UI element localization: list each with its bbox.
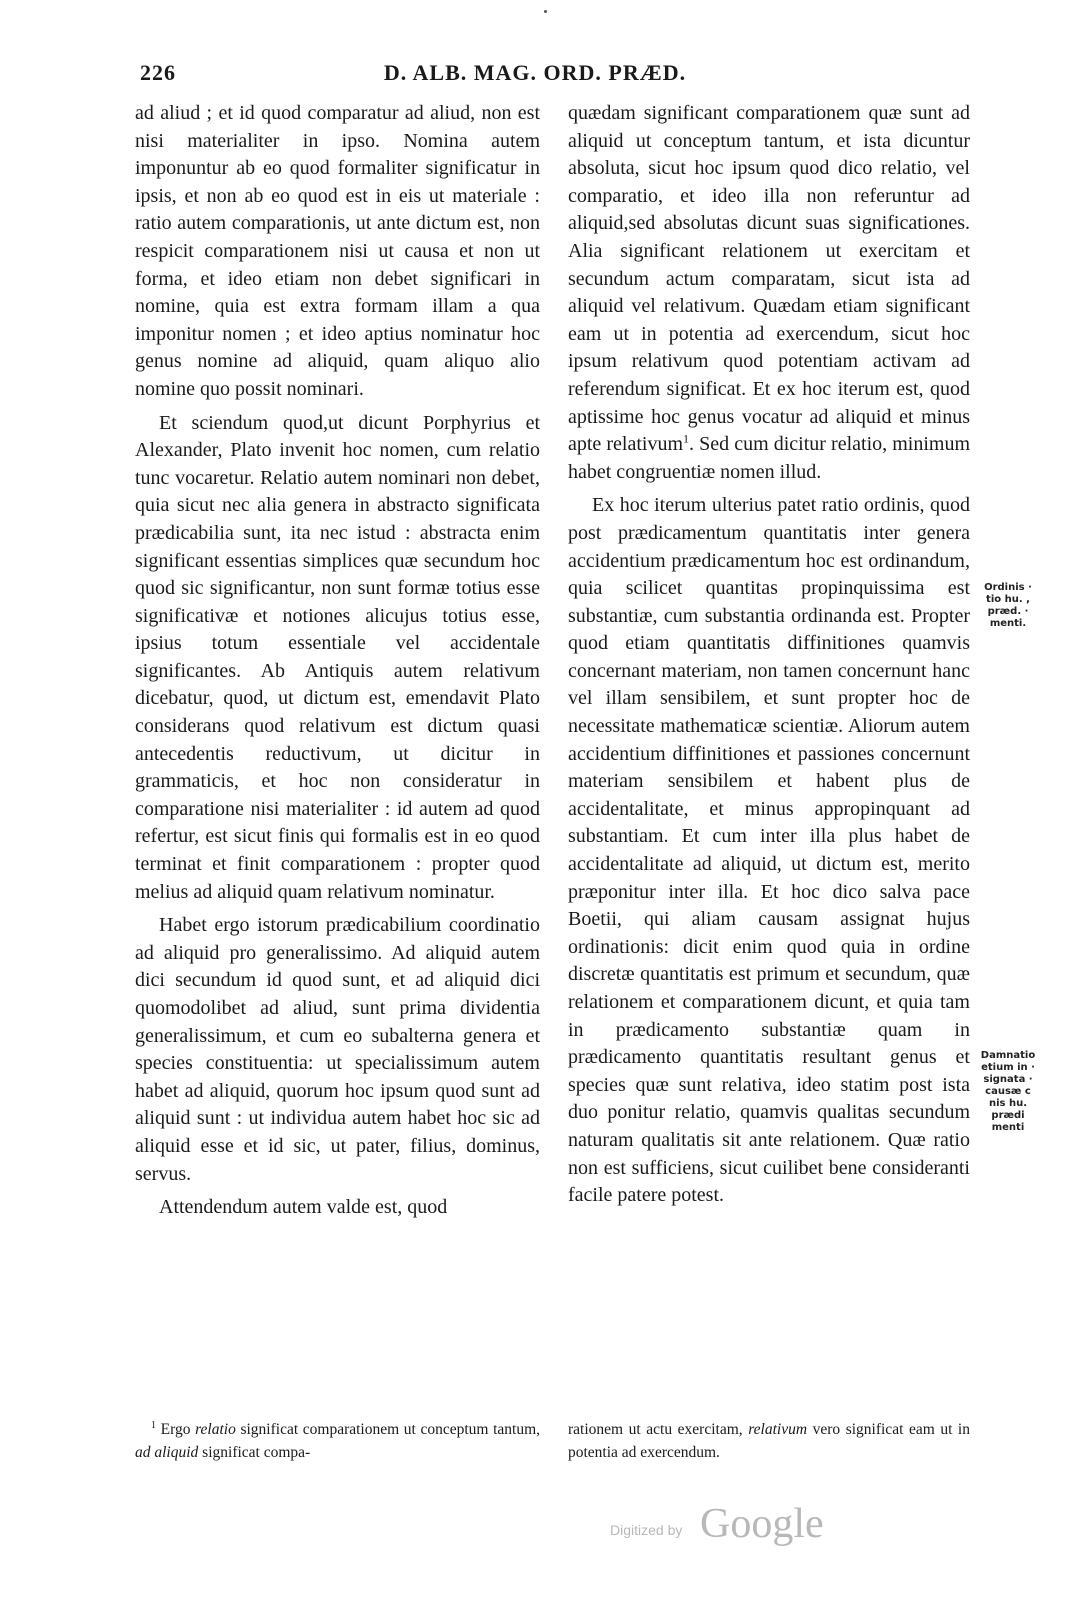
left-paragraph-3: Habet ergo istorum prædicabilium coordinatio ad aliquid pro generalissimo. Ad aliquid autem dici secundum id quod sunt, et ad aliquid dici quomodolibet ad aliud, sunt prima dividentia generalissimum, et cum eo subalterna genera et species constituentia: ut specialissimum autem habet ad aliquid, quorum hoc ipsum quod sunt ad aliquid sunt : ut individua autem habet hoc sic ad aliquid esse et id sic, ut pater, filius, dominus, servus. <box>135 914 540 1185</box>
top-dot-mark <box>544 10 547 13</box>
margin-note-line: nis hu. <box>988 1098 1028 1109</box>
margin-note-line: menti. <box>989 618 1027 629</box>
right-column <box>568 100 970 1216</box>
footnote-segment: vero significat eam ut in potentia ad exercendum. <box>568 1421 970 1461</box>
right-paragraph-1-text-b: . Sed cum dicitur relatio, minimum habet congruentiæ nomen illud. <box>568 433 970 483</box>
margin-note-damnatio <box>972 1050 1044 1134</box>
footnote-segment: significat compa- <box>198 1444 311 1461</box>
footnote-segment: Ergo <box>160 1421 196 1438</box>
footnote-segment: rationem ut actu exercitam, <box>568 1421 749 1438</box>
running-head: D. ALB. MAG. ORD. PRÆD. <box>383 60 687 85</box>
footnote-italic: relatio <box>195 1421 236 1438</box>
page-header <box>0 60 1070 88</box>
page-number: 226 <box>140 60 176 85</box>
footnote-text <box>135 1418 540 1464</box>
right-paragraph-2: Ex hoc iterum ulterius patet ratio ordinis, quod post prædicamentum quantitatis inter genera accidentium prædicamentum hoc est ordinandum, quia scilicet quantitas propinquissima est substantiæ, cum substantia ordinanda est. Propter quod etiam quantitatis diffinitiones quamvis concernant materiam, non tamen concernunt hanc vel illam sensibilem, et sunt propter hoc de necessitate mathematicæ scientiæ. Aliorum autem accidentium diffinitiones et passiones concernunt materiam sensibilem et habent plus de accidentalitate, et minus appropinquant ad substantiam. Et cum inter illa plus habet de accidentalitate ad aliquid, ut dictum est, merito præponitur inter illa. Et hoc dico salva pace Boetii, qui aliam causam assignat hujus ordinationis: dicit enim quod quia in ordine discretæ quantitatis est primum et secundum, quæ relationem et comparationem dicunt, et quia tam in prædicamento substantiæ quam in prædicamento quantitatis resultant genus et species quæ sunt relativa, ideo statim post ista duo ponitur relatio, quamvis qualitas secundum naturam qualitatis sit ante relationem. Quæ ratio non est sufficiens, sicut cuilibet bene consideranti facile patere potest. <box>568 494 970 1207</box>
footnote-reference: 1 <box>683 431 690 446</box>
footnote-right <box>568 1418 970 1464</box>
left-paragraph-4: Attendendum autem valde est, quod <box>159 1196 448 1219</box>
margin-note-line: etium in · <box>981 1062 1035 1073</box>
footnote-text <box>568 1418 970 1464</box>
right-paragraph-1 <box>568 100 970 486</box>
google-logo: Google <box>700 1501 824 1547</box>
footnote-left <box>135 1418 540 1464</box>
margin-note-line: signata · <box>983 1074 1033 1085</box>
margin-note-line: prædi <box>991 1110 1025 1121</box>
left-paragraph-2: Et sciendum quod,ut dicunt Porphyrius et Alexander, Plato invenit hoc nomen, cum relatio tunc vocaretur. Relatio autem nominari non debet, quia sicut nec alia genera in abstracto significata prædicabilia sunt, ita nec istud : abstracta enim significant essentias simplices quæ secundum hoc quod sic significantur, non sunt formæ totius esse significativæ et notiones alicujus totius esse, ipsius totum essentiale vel accidentale significantes. Ab Antiquis autem relativum dicebatur, quod, ut dictum est, emendavit Plato considerans quod relativum est dictum quasi antecedentis reductivum, ut dicitur in grammaticis, et hoc non consideratur in comparatione nisi materialiter : id autem ad quod refertur, est sicut finis qui formalis est in eo quod terminat et finit comparationem : propter quod melius ad aliquid quam relativum nominatur. <box>135 411 540 903</box>
footnote-marker: 1 <box>151 1419 156 1431</box>
left-paragraph-1: ad aliud ; et id quod comparatur ad aliud, non est nisi materialiter in ipso. Nomina autem imponuntur ab eo quod formaliter significatur in ipsis, et non ab eo quod est in eis ut materiale : ratio autem comparationis, ut ante dictum est, non respicit comparationem nisi ut causa et non ut forma, et ideo etiam non debet significari in nomine, quia est extra formam illam a qua imponitur nomen ; et ideo aptius nominatur hoc genus nomine ad aliquid, quam aliquo alio nomine quo possit nominari. <box>135 102 540 400</box>
digitized-by-google-watermark <box>610 1500 870 1550</box>
right-paragraph-1-text-a: quædam significant comparationem quæ sunt ad aliquid ut conceptum tantum, et ista dicuntur absoluta, sicut hoc ipsum quod dico relatio, vel comparatio, et ideo illa non referuntur ad aliquid,sed absolutas dicunt suas significationes. Alia significant relationem ut exercitam et secundum actum comparatam, sicut ista ad aliquid vel relativum. Quædam etiam significant eam ut in potentia ad exercendum, sicut hoc ipsum relativum quod potentiam activam ad referendum significat. Et ex hoc iterum est, quod aptissime hoc genus vocatur ad aliquid et minus apte relativum <box>568 102 970 456</box>
margin-note-ordinis <box>972 582 1044 630</box>
footnote-segment: significat comparationem ut conceptum tantum, <box>235 1421 540 1438</box>
footnote-italic: ad aliquid <box>135 1444 199 1461</box>
margin-note-line: Ordinis · <box>984 582 1032 593</box>
watermark-prefix: Digitized by <box>610 1522 683 1538</box>
left-column <box>135 100 540 1228</box>
margin-note-line: præd. · <box>987 606 1029 617</box>
margin-note-line: Damnatio <box>980 1050 1036 1061</box>
margin-note-line: tio hu. , <box>986 594 1030 605</box>
footnote-italic: relativum <box>748 1421 808 1438</box>
margin-note-line: menti <box>991 1122 1025 1133</box>
margin-note-line: causæ c <box>985 1086 1031 1097</box>
